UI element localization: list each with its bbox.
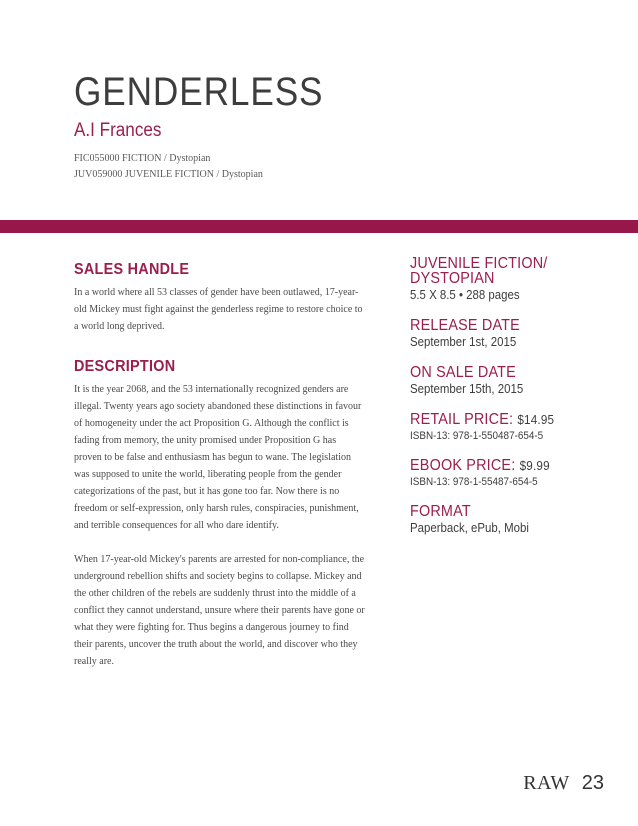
- genre-heading-line2: DYSTOPIAN: [410, 270, 495, 287]
- retail-price-label: RETAIL PRICE:: [410, 411, 514, 428]
- publisher-brand: RAW: [523, 772, 570, 794]
- category-line: FIC055000 FICTION / Dystopian: [74, 153, 211, 164]
- page-footer: [523, 773, 604, 793]
- accent-divider-bar: [0, 220, 638, 233]
- description-heading: DESCRIPTION: [74, 358, 176, 375]
- book-title: GENDERLESS: [74, 70, 324, 114]
- description-paragraph: When 17-year-old Mickey's parents are arrested for non-compliance, the underground rebellion shifts and society begins to collapse. Mickey and the other children of the rebels are suddenly thrust into the middle of a conflict they cannot understand, unsure where their parents have gone or what they were fighting for. Thus begins a dangerous journey to find their parents, uncover the truth about the world, and discover who they really are.: [74, 554, 365, 667]
- ebook-price-block: [410, 458, 600, 489]
- on-sale-date-block: [410, 365, 600, 397]
- retail-price-heading: [410, 412, 581, 427]
- format-heading: FORMAT: [410, 503, 471, 520]
- format-value: Paperback, ePub, Mobi: [410, 520, 529, 535]
- book-specs: 5.5 X 8.5 • 288 pages: [410, 287, 520, 302]
- page-number: 23: [581, 772, 604, 794]
- left-column: [74, 262, 366, 670]
- ebook-isbn: ISBN-13: 978-1-55487-654-5: [410, 476, 538, 488]
- retail-price-block: [410, 412, 600, 443]
- retail-isbn: ISBN-13: 978-1-550487-654-5: [410, 430, 544, 442]
- genre-heading: JUVENILE FICTION/: [410, 255, 548, 272]
- ebook-price-heading: [410, 458, 581, 473]
- format-block: [410, 504, 600, 536]
- release-date-block: [410, 318, 600, 350]
- details-column: [410, 256, 600, 551]
- ebook-price-value: $9.99: [519, 458, 550, 473]
- sales-handle-text: In a world where all 53 classes of gender have been outlawed, 17-year-old Mickey must fight against the genderless regime to restore choice to a world long deprived.: [74, 287, 363, 332]
- on-sale-date-value: September 15th, 2015: [410, 381, 524, 396]
- description-paragraph: It is the year 2068, and the 53 internationally recognized genders are illegal. Twenty years ago society abandoned these distinctions in favour of homogeneity under the act Proposition G. Although the conflict is fading from memory, the unity promised under Proposition G has proven to be false and enthusiasm has begun to wane. The legislation was supposed to unite the world, liberating people from the gender categorizations of the past, but it has gone too far. Now there is no freedom or self-expression, only harsh rules, conspiracies, punishment, and terrible consequences for all who dare identify.: [74, 384, 362, 531]
- release-date-value: September 1st, 2015: [410, 334, 517, 349]
- on-sale-date-heading: ON SALE DATE: [410, 364, 516, 381]
- sales-handle-heading: SALES HANDLE: [74, 261, 190, 278]
- genre-block: [410, 256, 600, 303]
- book-author: A.I Frances: [74, 120, 162, 141]
- ebook-price-label: EBOOK PRICE:: [410, 457, 516, 474]
- category-line: JUV059000 JUVENILE FICTION / Dystopian: [74, 169, 263, 180]
- release-date-heading: RELEASE DATE: [410, 317, 520, 334]
- retail-price-value: $14.95: [517, 412, 555, 427]
